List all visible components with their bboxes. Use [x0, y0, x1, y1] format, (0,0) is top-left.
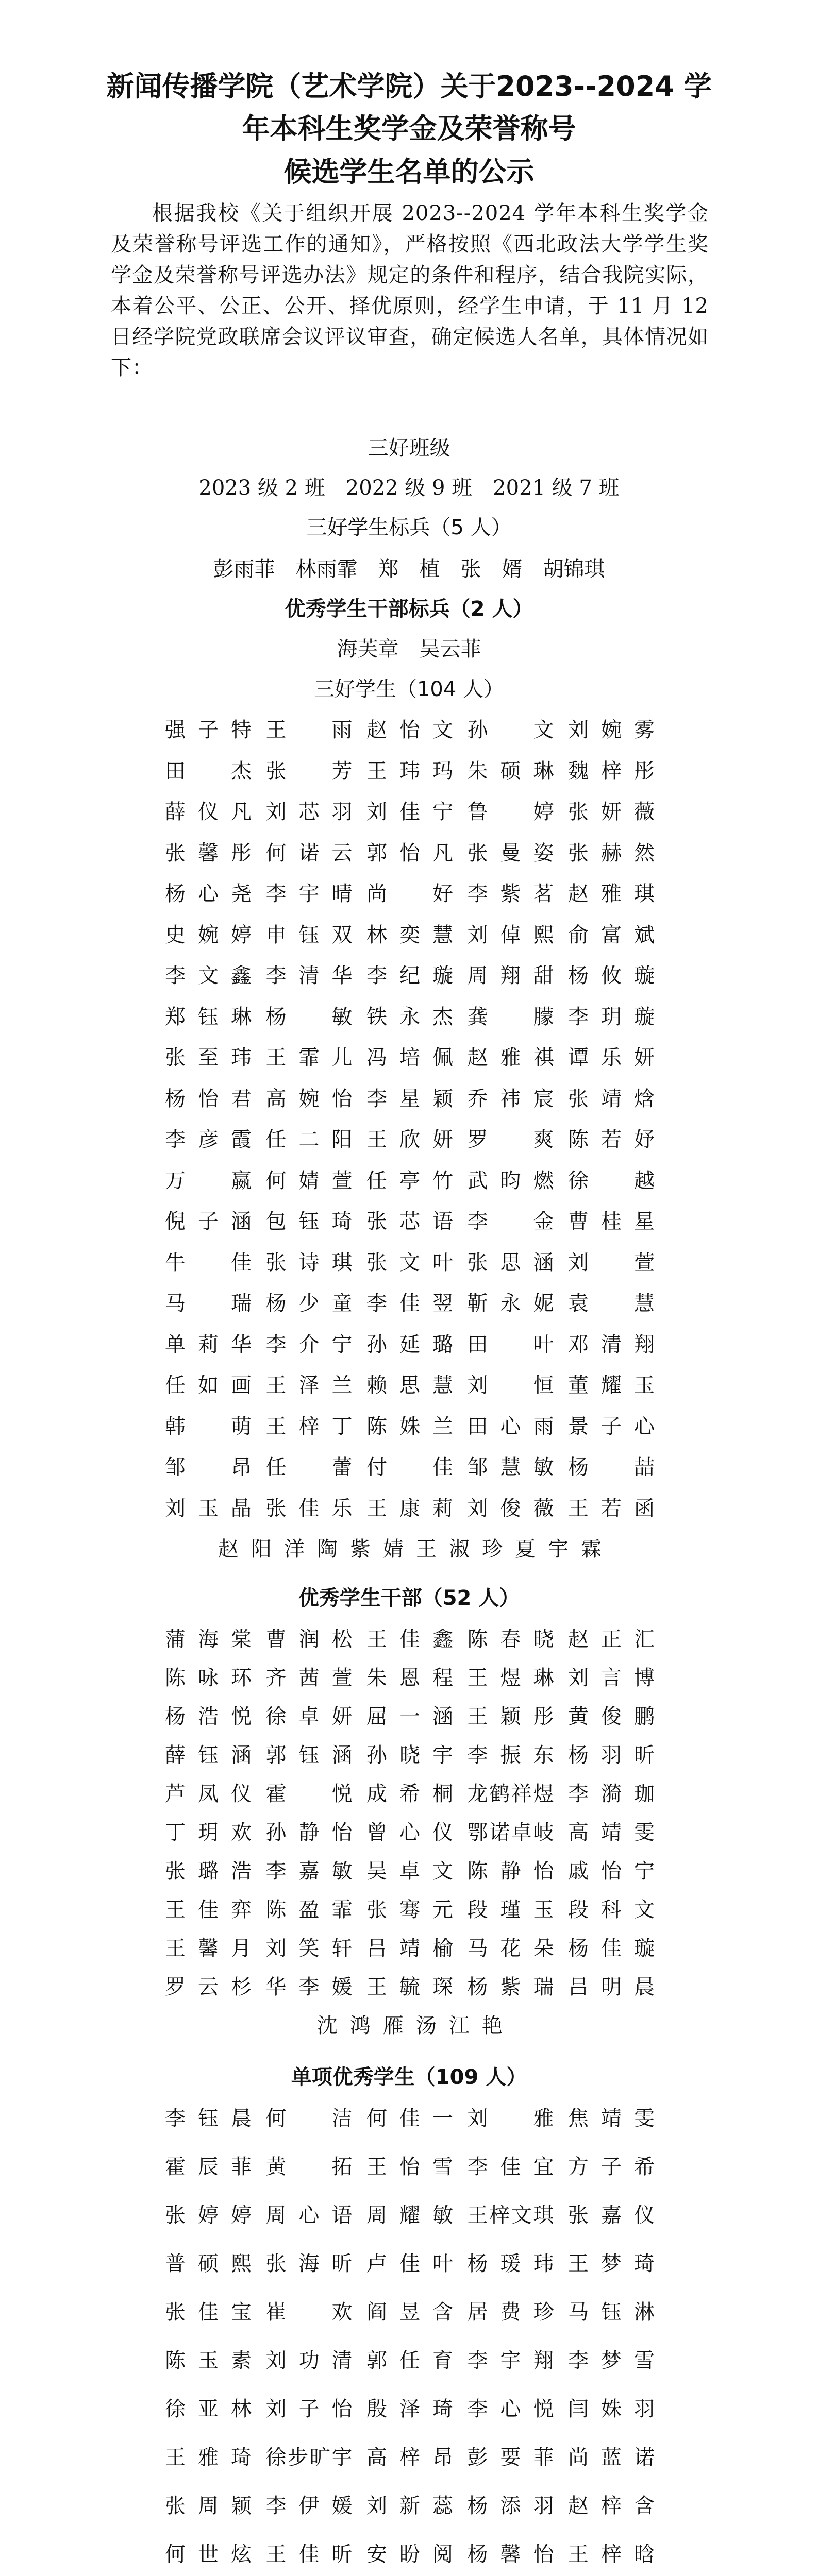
- student-name: 王馨月: [165, 1937, 252, 1960]
- student-name: 陈若妤: [568, 1128, 655, 1151]
- student-name: 何佳一: [366, 2107, 453, 2130]
- student-name: 王佳鑫: [366, 1628, 453, 1651]
- student-name: 陈姝兰: [366, 1414, 453, 1438]
- student-name: 何 洁: [265, 2107, 353, 2130]
- student-name: 李钰晨: [165, 2107, 252, 2130]
- student-name: 田 叶: [467, 1332, 554, 1357]
- section-header-merit: 三好学生（104 人）: [313, 677, 505, 701]
- name-row: [165, 1739, 655, 1768]
- student-name: 李伊媛: [265, 2494, 353, 2518]
- student-name: 李纪璇: [366, 964, 453, 988]
- name-row: [165, 1041, 655, 1071]
- student-name: 刘芯羽: [265, 800, 353, 824]
- student-name: 杨攸璇: [568, 964, 655, 988]
- student-name: 李玥璇: [568, 1005, 655, 1029]
- student-name: 马钰淋: [568, 2300, 655, 2324]
- name-row: [165, 2009, 655, 2039]
- student-name: 王欣妍: [366, 1128, 453, 1151]
- student-name: 罗 爽: [467, 1128, 554, 1151]
- name-row: [165, 1410, 655, 1439]
- name-row: [165, 1777, 655, 1807]
- student-name: 芦凤仪: [165, 1782, 252, 1806]
- name-row: [165, 2247, 655, 2277]
- student-name: 阎昱含: [366, 2300, 453, 2324]
- student-name: 张周颖: [165, 2494, 252, 2518]
- student-name: 靳永妮: [467, 1292, 554, 1315]
- student-name: 赖思慧: [366, 1374, 453, 1397]
- student-name: 万 嬴: [165, 1168, 252, 1193]
- student-name: 李振东: [467, 1743, 554, 1767]
- name-row: [165, 2150, 655, 2180]
- student-name: 安盼阅: [366, 2543, 453, 2566]
- name-row: [165, 1893, 655, 1923]
- student-name: 郭钰涵: [265, 1743, 353, 1767]
- student-name: 夏宇霖: [515, 1537, 602, 1561]
- student-name: 王梦琦: [568, 2252, 655, 2276]
- student-name: 段瑾玉: [467, 1898, 554, 1922]
- student-name: 刘 恒: [467, 1374, 554, 1397]
- student-name: 屈一涵: [366, 1705, 453, 1728]
- student-name: 蒲海棠: [165, 1628, 252, 1651]
- student-name: 李星颖: [366, 1087, 453, 1111]
- student-name: 任如画: [165, 1374, 252, 1397]
- name-row: [165, 1662, 655, 1691]
- name-row: [165, 2296, 655, 2325]
- student-name: 任 蕾: [265, 1455, 353, 1479]
- student-name: 何诺云: [265, 841, 353, 865]
- student-name: 王若函: [568, 1496, 655, 1520]
- student-name: 景子心: [568, 1414, 655, 1438]
- student-name: 曹桂星: [568, 1210, 655, 1233]
- student-name: 杨瑗玮: [467, 2252, 554, 2276]
- student-name: 周耀敏: [366, 2204, 453, 2227]
- student-name: 马 瑞: [165, 1292, 252, 1315]
- name-row: [165, 919, 655, 948]
- student-name: 申钰双: [265, 923, 353, 947]
- name-row: [165, 2538, 655, 2567]
- student-name: 张佳宝: [165, 2300, 252, 2324]
- student-name: 段科文: [568, 1898, 655, 1922]
- student-name: 徐亚林: [165, 2397, 252, 2421]
- student-name: 崔 欢: [265, 2300, 353, 2324]
- student-name: 徐步旷宇: [265, 2446, 353, 2469]
- name-row: [165, 877, 655, 907]
- student-name: 王梓文琪: [467, 2204, 554, 2227]
- student-name: 沈鸿雁: [317, 2014, 404, 2038]
- student-name: 居费珍: [467, 2300, 554, 2324]
- student-name: 邹 昂: [165, 1455, 252, 1479]
- student-name: 方子希: [568, 2155, 655, 2179]
- student-name: 张妍薇: [568, 800, 655, 824]
- name-row: [165, 1492, 655, 1521]
- name-row: [165, 2199, 655, 2228]
- student-name: 刘佳宁: [366, 800, 453, 824]
- student-name: 李介宁: [265, 1332, 353, 1357]
- student-name: 王康莉: [366, 1496, 453, 1520]
- student-name: 魏梓彤: [568, 759, 655, 783]
- intro-paragraph: 根据我校《关于组织开展 2023--2024 学年本科生奖学金及荣誉称号评选工作的通知》，严格按照《西北政法大学学生奖学金及荣誉称号评选办法》规定的条件和程序，结合我院实际，本着公平、公正、公开、择优原则，经学生申请，于 11 月 12 日经学院党政联席会议评议审查，确定候选人名单，具体情况如下：: [111, 201, 709, 380]
- student-name: 王梓晗: [568, 2543, 655, 2566]
- student-name: 尚 好: [366, 882, 453, 906]
- student-name: 张 芳: [265, 759, 353, 783]
- student-name: 朱硕琳: [467, 759, 554, 783]
- student-name: 王颖彤: [467, 1705, 554, 1728]
- student-name: 王佳昕: [265, 2543, 353, 2566]
- student-name: 黄 拓: [265, 2155, 353, 2179]
- name-row: [165, 2344, 655, 2374]
- student-name: 张诗琪: [265, 1250, 353, 1275]
- student-name: 王霏儿: [265, 1046, 353, 1070]
- student-name: 张嘉仪: [568, 2204, 655, 2227]
- student-name: 刘笑轩: [265, 1937, 353, 1960]
- student-name: 任亭竹: [366, 1168, 453, 1193]
- name-row: [165, 714, 655, 743]
- student-name: 杨少童: [265, 1292, 353, 1315]
- student-name: 包钰琦: [265, 1210, 353, 1233]
- name-row: [165, 2102, 655, 2131]
- student-name: 卢佳叶: [366, 2252, 453, 2276]
- student-name: 王怡雪: [366, 2155, 453, 2179]
- section-header-model: 三好学生标兵（5 人）: [306, 516, 512, 539]
- student-name: 刘婉雾: [568, 718, 655, 742]
- student-name: 张文叶: [366, 1250, 453, 1275]
- student-name: 牛 佳: [165, 1250, 252, 1275]
- student-name: 成希桐: [366, 1782, 453, 1806]
- student-name: 何世炫: [165, 2543, 252, 2566]
- student-name: 张芯语: [366, 1210, 453, 1233]
- student-name: 孙晓宇: [366, 1743, 453, 1767]
- student-name: 田心雨: [467, 1414, 554, 1438]
- student-name: 周翔甜: [467, 964, 554, 988]
- student-name: 俞富斌: [568, 923, 655, 947]
- student-name: 史婉婷: [165, 923, 252, 947]
- student-name: 李心悦: [467, 2397, 554, 2421]
- student-name: 邓清翔: [568, 1332, 655, 1357]
- student-name: 袁 慧: [568, 1292, 655, 1315]
- student-name: 赵阳洋: [218, 1537, 305, 1561]
- student-name: 杨心尧: [165, 882, 252, 906]
- student-name: 杨 喆: [568, 1455, 655, 1479]
- student-name: 何婧萱: [265, 1168, 353, 1193]
- student-name: 刘新蕊: [366, 2494, 453, 2518]
- student-name: 邹慧敏: [467, 1455, 554, 1479]
- section-header-class: 三好班级: [368, 436, 450, 460]
- student-name: 张婷婷: [165, 2204, 252, 2227]
- class-list: 2023 级 2 班 2022 级 9 班 2021 级 7 班: [198, 476, 620, 500]
- student-name: 赵雅琪: [568, 882, 655, 906]
- student-name: 李佳翌: [366, 1292, 453, 1315]
- section-header-cadre: 优秀学生干部（52 人）: [298, 1586, 520, 1610]
- name-row: [165, 1205, 655, 1234]
- student-name: 刘功清: [265, 2349, 353, 2372]
- student-name: 霍辰菲: [165, 2155, 252, 2179]
- student-name: 焦靖雯: [568, 2107, 655, 2130]
- student-name: 黄俊鹏: [568, 1705, 655, 1728]
- student-name: 曾心仪: [366, 1821, 453, 1844]
- name-row: [165, 1246, 655, 1276]
- notice-title-line3: 候选学生名单的公示: [283, 156, 535, 188]
- student-name: 徐卓妍: [265, 1705, 353, 1728]
- section-header-single: 单项优秀学生（109 人）: [291, 2065, 527, 2089]
- student-name: 刘俊薇: [467, 1496, 554, 1520]
- name-row: [165, 1123, 655, 1153]
- student-name: 李紫茗: [467, 882, 554, 906]
- student-name: 杨佳璇: [568, 1937, 655, 1960]
- student-name: 华李媛: [265, 1975, 353, 1999]
- student-name: 吕明晨: [568, 1975, 655, 1999]
- student-name: 普硕熙: [165, 2252, 252, 2276]
- student-name: 李清华: [265, 964, 353, 988]
- name-row: [165, 1623, 655, 1652]
- name-row: [165, 2489, 655, 2519]
- student-name: 张曼姿: [467, 841, 554, 865]
- student-name: 赵梓含: [568, 2494, 655, 2518]
- student-name: 刘子怡: [265, 2397, 353, 2421]
- student-name: 霍 悦: [265, 1782, 353, 1806]
- student-name: 高婉怡: [265, 1087, 353, 1111]
- student-name: 陈玉素: [165, 2349, 252, 2372]
- name-row: [165, 795, 655, 825]
- student-name: 张佳乐: [265, 1496, 353, 1520]
- student-name: 彭要菲: [467, 2446, 554, 2469]
- cadre-model-list: 海芙章 吴云菲: [337, 637, 481, 661]
- student-name: 龙鹤祥煜: [467, 1782, 554, 1806]
- student-name: 郑钰琳: [165, 1005, 252, 1029]
- student-name: 陈咏环: [165, 1666, 252, 1690]
- student-name: 陈春晓: [467, 1628, 554, 1651]
- student-name: 丁玥欢: [165, 1821, 252, 1844]
- student-name: 朱恩程: [366, 1666, 453, 1690]
- student-name: 王淑珍: [416, 1537, 503, 1561]
- student-name: 龚 朦: [467, 1005, 554, 1029]
- student-name: 戚怡宁: [568, 1859, 655, 1883]
- student-name: 张靖焓: [568, 1087, 655, 1111]
- name-row: [165, 1369, 655, 1398]
- student-name: 赵正汇: [568, 1628, 655, 1651]
- student-name: 杨怡君: [165, 1087, 252, 1111]
- section-header-cadre-model: 优秀学生干部标兵（2 人）: [285, 597, 533, 621]
- student-name: 赵怡文: [366, 718, 453, 742]
- student-name: 李梦雪: [568, 2349, 655, 2372]
- name-row: [165, 1700, 655, 1730]
- student-name: 杨紫瑞: [467, 1975, 554, 1999]
- notice-title-line2: 年本科生奖学金及荣誉称号: [242, 112, 576, 145]
- student-name: 乔祎宸: [467, 1087, 554, 1111]
- name-row: [165, 1451, 655, 1480]
- student-name: 鄂诺卓岐: [467, 1821, 554, 1844]
- student-name: 张海昕: [265, 2252, 353, 2276]
- student-name: 李嘉敏: [265, 1859, 353, 1883]
- name-row: [165, 1082, 655, 1112]
- student-name: 尚蓝诺: [568, 2446, 655, 2469]
- student-name: 李彦霞: [165, 1128, 252, 1151]
- student-name: 李 金: [467, 1210, 554, 1233]
- student-name: 王佳弈: [165, 1898, 252, 1922]
- student-name: 张骞元: [366, 1898, 453, 1922]
- student-name: 张馨彤: [165, 841, 252, 865]
- student-name: 高梓昂: [366, 2446, 453, 2469]
- student-name: 高靖雯: [568, 1821, 655, 1844]
- student-name: 殷泽琦: [366, 2397, 453, 2421]
- name-row: [165, 837, 655, 866]
- student-name: 杨添羽: [467, 2494, 554, 2518]
- student-name: 王毓琛: [366, 1975, 453, 1999]
- student-name: 单莉华: [165, 1332, 252, 1357]
- student-name: 王雅琦: [165, 2446, 252, 2469]
- student-name: 张至玮: [165, 1046, 252, 1070]
- student-name: 吕靖榆: [366, 1937, 453, 1960]
- student-name: 铁永杰: [366, 1005, 453, 1029]
- student-name: 杨浩悦: [165, 1705, 252, 1728]
- student-name: 刘玉晶: [165, 1496, 252, 1520]
- name-row: [165, 1932, 655, 1961]
- student-name: 齐茜萱: [265, 1666, 353, 1690]
- student-name: 王 雨: [265, 718, 353, 742]
- student-name: 李文鑫: [165, 964, 252, 988]
- notice-title-line1: 新闻传播学院（艺术学院）关于2023--2024 学: [106, 70, 712, 103]
- student-name: 林奕慧: [366, 923, 453, 947]
- student-name: 杨馨怡: [467, 2543, 554, 2566]
- student-name: 李佳宜: [467, 2155, 554, 2179]
- student-name: 周心语: [265, 2204, 353, 2227]
- student-name: 刘言博: [568, 1666, 655, 1690]
- student-name: 刘 萱: [568, 1250, 655, 1275]
- student-name: 鲁 婷: [467, 800, 554, 824]
- student-name: 闫姝羽: [568, 2397, 655, 2421]
- name-row: [165, 1971, 655, 2000]
- student-name: 陈盈霏: [265, 1898, 353, 1922]
- student-name: 陶紫婧: [317, 1537, 404, 1561]
- student-name: 罗云杉: [165, 1975, 252, 1999]
- student-name: 王梓丁: [265, 1414, 353, 1438]
- name-row: [165, 1287, 655, 1316]
- student-name: 陈静怡: [467, 1859, 554, 1883]
- name-row: [165, 959, 655, 989]
- student-name: 刘倬熙: [467, 923, 554, 947]
- student-name: 杨羽昕: [568, 1743, 655, 1767]
- student-name: 孙静怡: [265, 1821, 353, 1844]
- student-name: 董耀玉: [568, 1374, 655, 1397]
- student-name: 张思涵: [467, 1250, 554, 1275]
- student-name: 冯培佩: [366, 1046, 453, 1070]
- student-name: 王泽兰: [265, 1374, 353, 1397]
- name-row: [165, 755, 655, 784]
- name-row: [165, 1328, 655, 1358]
- student-name: 谭乐妍: [568, 1046, 655, 1070]
- student-name: 孙延璐: [366, 1332, 453, 1357]
- student-name: 任二阳: [265, 1128, 353, 1151]
- student-name: 王煜琳: [467, 1666, 554, 1690]
- student-name: 赵雅祺: [467, 1046, 554, 1070]
- student-name: 韩 萌: [165, 1414, 252, 1438]
- student-name: 马花朵: [467, 1937, 554, 1960]
- student-name: 郭怡凡: [366, 841, 453, 865]
- student-name: 强子特: [165, 718, 252, 742]
- student-name: 郭任育: [366, 2349, 453, 2372]
- student-name: 薛仪凡: [165, 800, 252, 824]
- student-name: 李漪珈: [568, 1782, 655, 1806]
- student-name: 付 佳: [366, 1455, 453, 1479]
- student-name: 吴卓文: [366, 1859, 453, 1883]
- student-name: 汤江艳: [416, 2014, 503, 2038]
- name-row: [165, 1816, 655, 1845]
- name-row: [165, 1533, 655, 1562]
- name-row: [165, 1855, 655, 1884]
- student-name: 张赫然: [568, 841, 655, 865]
- student-name: 徐 越: [568, 1168, 655, 1193]
- student-name: 张璐浩: [165, 1859, 252, 1883]
- student-name: 武昀燃: [467, 1168, 554, 1193]
- student-name: 倪子涵: [165, 1210, 252, 1233]
- student-name: 王玮玛: [366, 759, 453, 783]
- student-name: 李宇晴: [265, 882, 353, 906]
- student-name: 李宇翔: [467, 2349, 554, 2372]
- name-row: [165, 1001, 655, 1030]
- student-name: 曹润松: [265, 1628, 353, 1651]
- name-row: [165, 2441, 655, 2470]
- name-row: [165, 1164, 655, 1194]
- student-name: 刘 雅: [467, 2107, 554, 2130]
- student-name: 薛钰涵: [165, 1743, 252, 1767]
- model-list: 彭雨菲 林雨霏 郑 植 张 婿 胡锦琪: [213, 557, 605, 581]
- student-name: 杨 敏: [265, 1005, 353, 1029]
- student-name: 孙 文: [467, 718, 554, 742]
- name-row: [165, 2393, 655, 2422]
- student-name: 田 杰: [165, 759, 252, 783]
